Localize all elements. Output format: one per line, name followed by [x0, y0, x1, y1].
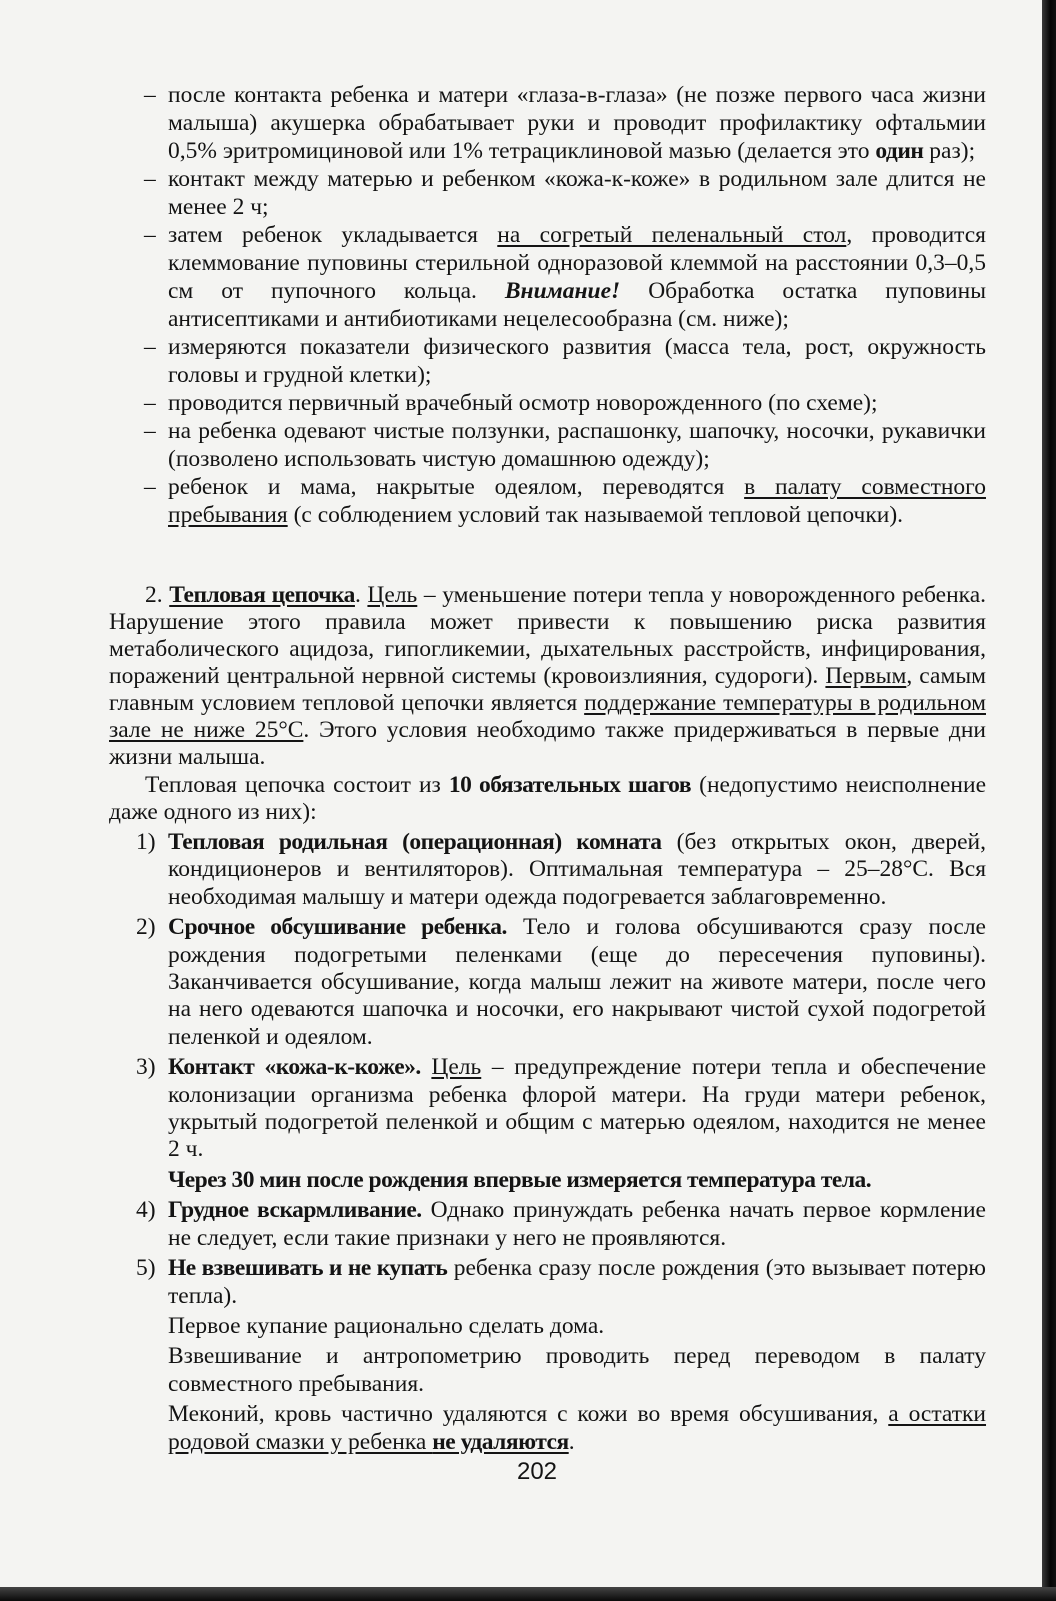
text-run: (с соблюдением условий так называемой тепловой цепочки).: [287, 502, 904, 528]
warm-chain-steps-list: [136, 829, 986, 1459]
text-run: .: [568, 1428, 575, 1455]
step-note: [136, 1401, 986, 1456]
text-run: после контакта ребенка и матери «глаза-в-глаза» (не позже первого часа жизни малыша) акушерка обрабатывает руки и проводит профилактику офтальмии 0,5% эритромициновой или 1% тетрациклиновой мазью (делается это: [168, 82, 986, 164]
step-number: 5): [136, 1255, 156, 1282]
text-run: .: [354, 582, 368, 608]
text-run: , самым главным условием тепловой цепочки является: [109, 663, 986, 716]
text-run: – предупреждение потери тепла и обеспечение колонизации организма ребенка флорой матери. На груди матери ребенок, укрытый подогретой пеленкой и общим с матерью одеялом, находится не менее 2 ч.: [168, 1054, 987, 1163]
page-number: 202: [516, 1458, 558, 1485]
bold-text-run: Не взвешивать и не купать: [168, 1255, 448, 1282]
text-run: Первое купание рационально сделать дома.: [168, 1312, 605, 1339]
bold-text-run: 10 обязательных шагов: [448, 772, 692, 798]
step-item: [136, 914, 986, 1051]
bullet-item: [144, 333, 986, 389]
text-run: на ребенка одевают чистые ползунки, распашонку, шапочку, носочки, рукавички (позволено использовать чистую домашнюю одежду);: [168, 418, 986, 472]
text-run: Взвешивание и антропометрию проводить перед переводом в палату совместного пребывания.: [168, 1343, 986, 1397]
bullet-item: [144, 81, 986, 165]
scan-edge-right: [1042, 0, 1056, 1601]
text-run: (без открытых окон, дверей, кондиционеров и вентиляторов). Оптимальная температура – 25–28°С. Вся необходимая малышу и матери одежда подогревается заблаговременно.: [168, 829, 986, 910]
step-note: [136, 1167, 986, 1194]
step-item: [136, 1197, 986, 1252]
bold-text-run: Тепловая родильная (операционная) комната: [168, 829, 662, 855]
text-run: Тело и голова обсушиваются сразу после рождения подогретыми пеленками (еще до пересечения пуповины). Заканчивается обсушивание, когда малыш лежит на животе матери, после чего на него одеваются шапочка и носочки, его накрывают чистой сухой подогретой пеленкой и одеялом.: [168, 914, 986, 1050]
text-run: измеряются показатели физического развития (масса тела, рост, окружность головы и грудной клетки);: [168, 334, 986, 388]
bullet-item: [144, 221, 986, 333]
text-run: Меконий, кровь частично удаляются с кожи во время обсушивания,: [168, 1401, 889, 1428]
text-run: (недопустимо неисполнение даже одного из них):: [109, 772, 986, 825]
text-run: ребенка сразу после рождения (это вызывает потерю тепла).: [168, 1255, 986, 1309]
underlined-text-run: в палату совместного пребывания: [168, 474, 986, 528]
step-item: [136, 1054, 986, 1164]
underlined-text-run: а остатки родовой смазки у ребенка: [168, 1401, 987, 1455]
underlined-text-run: Первым: [825, 663, 907, 689]
underlined-text-run: Цель: [431, 1054, 482, 1081]
bullet-item: [144, 165, 986, 221]
text-run: проводится первичный врачебный осмотр новорожденного (по схеме);: [168, 390, 878, 416]
scan-edge-bottom: [0, 1587, 1056, 1601]
text-run: затем ребенок укладывается: [168, 222, 498, 248]
underlined-text-run: поддержание температуры в родильном зале не ниже 25°С: [109, 690, 986, 743]
text-run: Тепловая цепочка состоит из: [145, 772, 449, 798]
text-run: ребенок и мама, накрытые одеялом, переводятся: [168, 474, 745, 500]
step-number: 2): [136, 914, 156, 941]
step-note: [136, 1313, 986, 1340]
step-number: 1): [136, 829, 156, 855]
text-run: контакт между матерью и ребенком «кожа-к-коже» в родильном зале длится не менее 2 ч;: [168, 166, 986, 220]
text-run: [421, 1054, 432, 1080]
bold-text-run: Внимание!: [504, 278, 621, 304]
text-run: – уменьшение потери тепла у новорожденного ребенка. Нарушение этого правила может привести к повышению риска развития метаболического ацидоза, гипогликемии, дыхательных расстройств, инфицирования, поражений центральной нервной системы (кровоизлияния, судороги).: [109, 582, 987, 689]
step-item: [136, 829, 986, 911]
underlined-text-run: на согретый пеленальный стол: [497, 222, 847, 248]
text-run: Однако принуждать ребенка начать первое кормление не следует, если такие признаки у него не проявляются.: [168, 1197, 986, 1251]
step-number: 3): [136, 1054, 156, 1081]
text-run: Обработка остатка пуповины антисептиками и антибиотиками нецелесообразна (см. ниже);: [168, 278, 986, 332]
bold-text-run: Контакт «кожа-к-коже».: [168, 1054, 421, 1081]
bold-text-run: Срочное обсушивание ребенка.: [168, 914, 507, 941]
bold-text-run: Грудное вскармливание.: [168, 1197, 422, 1224]
bold-text-run: Через 30 мин после рождения впервые измеряется температура тела.: [168, 1166, 872, 1193]
bullet-item: [144, 473, 986, 529]
section-2-paragraph: [109, 582, 986, 771]
text-run: раз);: [923, 138, 976, 164]
text-run: 2.: [145, 582, 170, 608]
text-run: . Этого условия необходимо также придерживаться в первые дни жизни малыша.: [109, 717, 986, 770]
bullet-list: [144, 81, 986, 529]
bold-text-run: Тепловая цепочка: [169, 582, 355, 608]
underlined-text-run: Цель: [367, 582, 418, 608]
step-note: [136, 1343, 986, 1398]
text-run: , проводится клеммование пуповины стерильной одноразовой клеммой на расстоянии 0,3–0,5 см от пупочного кольца.: [168, 222, 986, 304]
bold-text-run: не удаляются: [432, 1428, 569, 1455]
step-item: [136, 1255, 986, 1310]
steps-intro-paragraph: [109, 772, 986, 826]
bold-text-run: один: [875, 138, 924, 164]
bullet-item: [144, 389, 986, 417]
bullet-item: [144, 417, 986, 473]
step-number: 4): [136, 1197, 156, 1224]
